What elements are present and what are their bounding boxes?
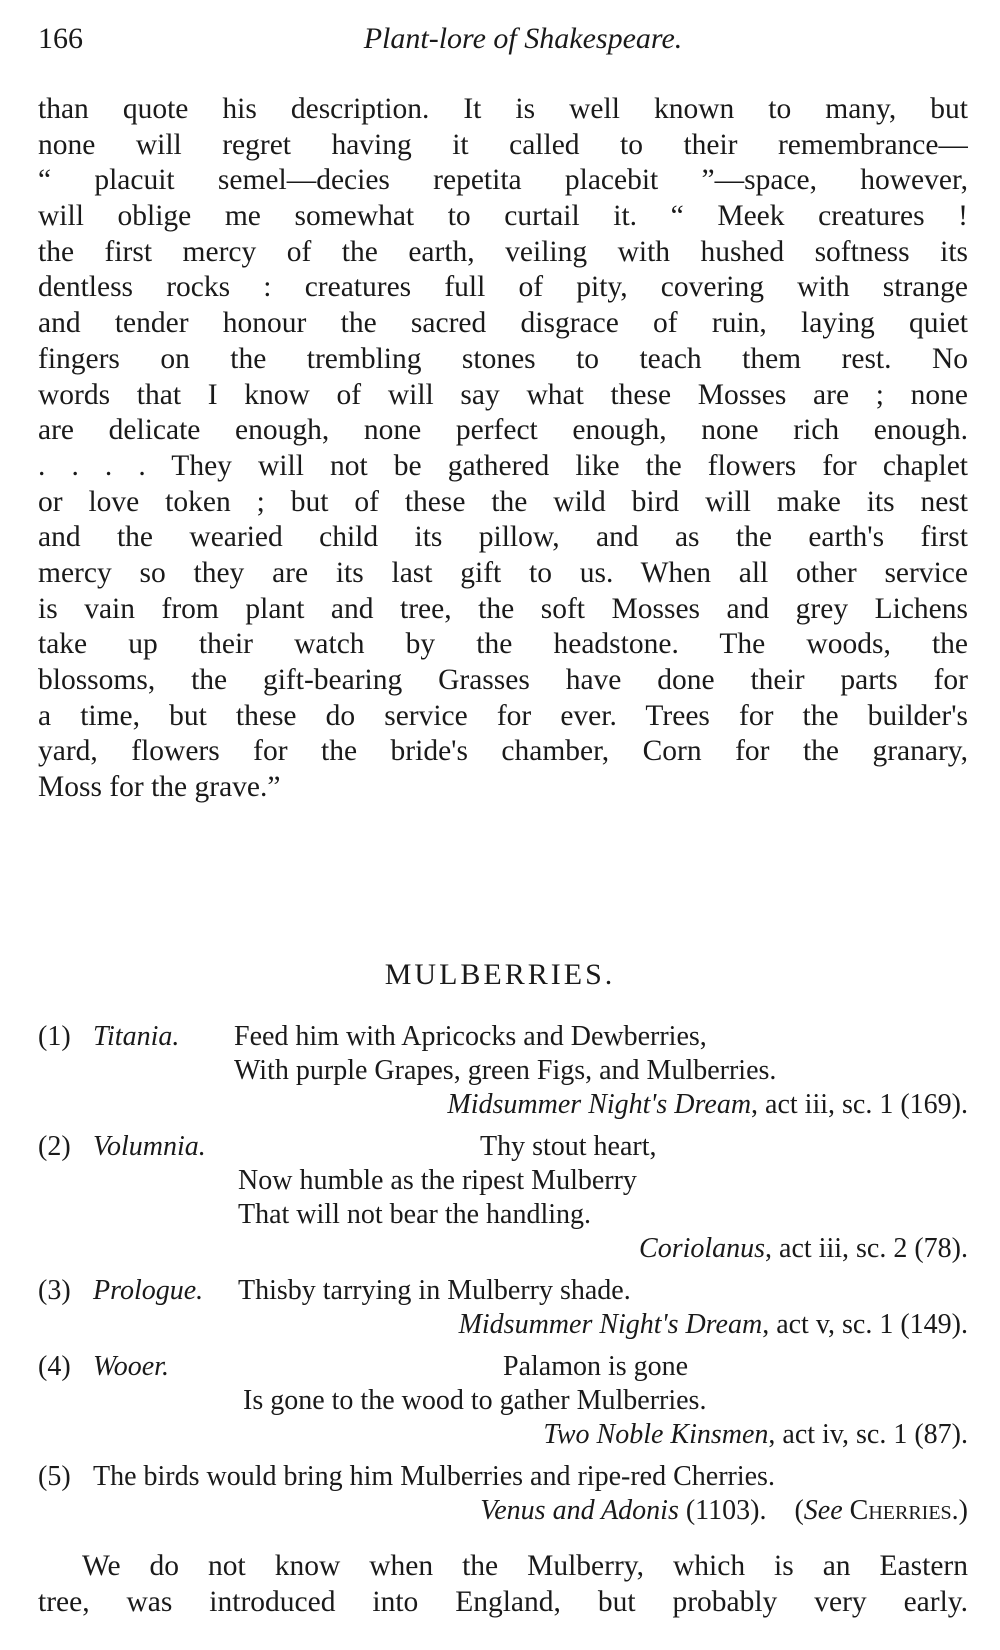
citation-source: Venus and Adonis (1103). (See Cherries.) <box>480 1495 968 1526</box>
work-title: Midsummer Night's Dream <box>458 1309 763 1340</box>
work-reference: , act iii, sc. 2 (78). <box>765 1233 968 1264</box>
citation-2 <box>38 1130 968 1164</box>
citation-verse-line: Feed him with Apricocks and Dewberries, <box>234 1021 707 1052</box>
ruskin-quote-paragraph <box>38 92 968 806</box>
citation-number: (1) <box>38 1021 71 1052</box>
citation-speaker: Wooer. <box>93 1351 169 1382</box>
text-line: or love token ; but of these the wild bird will make its nest <box>38 485 968 518</box>
citation-number: (4) <box>38 1351 71 1382</box>
text-line: take up their watch by the headstone. The woods, the <box>38 628 968 661</box>
citation-source <box>459 1308 968 1342</box>
citation-verse-line: That will not bear the handling. <box>238 1199 592 1230</box>
text-line: blossoms, the gift-bearing Grasses have done their parts for <box>38 664 968 696</box>
citation-verse-line: Palamon is gone <box>503 1351 689 1382</box>
work-reference: (1103). <box>678 1495 767 1526</box>
citation-1 <box>38 1020 968 1054</box>
citation-4 <box>38 1350 968 1384</box>
text-line: are delicate enough, none perfect enough, none rich enough. <box>38 414 968 447</box>
text-line: words that I know of will say what these Mosses are ; none <box>38 378 968 411</box>
running-title: Plant-lore of Shakespeare. <box>363 22 683 55</box>
citation-speaker: Titania. <box>93 1021 180 1052</box>
text-line: mercy so they are its last gift to us. When all other service <box>38 556 968 589</box>
text-line: . . . . They will not be gathered like the flowers for chaplet <box>38 449 968 482</box>
text-line: and tender honour the sacred disgrace of ruin, laying quiet <box>38 307 968 340</box>
text-line: and the wearied child its pillow, and as the earth's first <box>38 521 968 554</box>
citation-speaker: Volumnia. <box>93 1131 206 1162</box>
text-line: fingers on the trembling stones to teach them rest. No <box>38 342 968 375</box>
text-line: a time, but these do service for ever. Trees for the builder's <box>38 699 968 732</box>
citation-source <box>639 1232 968 1266</box>
citation-source <box>447 1088 968 1122</box>
citation-3 <box>38 1274 968 1308</box>
citation-number: (2) <box>38 1131 71 1162</box>
citation-verse-line: Now humble as the ripest Mulberry <box>238 1165 637 1196</box>
work-title: Two Noble Kinsmen <box>543 1419 769 1450</box>
text-line: will oblige me somewhat to curtail it. “ Meek creatures ! <box>38 200 968 233</box>
citation-verse-line: Thisby tarrying in Mulberry shade. <box>238 1275 631 1306</box>
text-line: than quote his description. It is well known to many, but <box>38 93 968 125</box>
work-title: Coriolanus <box>639 1233 766 1264</box>
citations-list <box>38 1020 968 1528</box>
text-line: “ placuit semel—decies repetita placebit ”—space, however, <box>38 164 968 197</box>
section-heading: MULBERRIES. <box>384 958 616 991</box>
see-also-target: Cherries. <box>849 1495 959 1526</box>
text-line: none will regret having it called to their remembrance— <box>38 128 968 161</box>
work-title: Venus and Adonis <box>480 1495 679 1526</box>
running-head <box>38 22 968 62</box>
citation-number: (5) <box>38 1461 71 1492</box>
page-number: 166 <box>38 22 83 55</box>
citation-speaker: Prologue. <box>93 1275 204 1306</box>
text-line: is vain from plant and tree, the soft Mosses and grey Lichens <box>38 592 968 625</box>
work-title: Midsummer Night's Dream <box>447 1089 752 1120</box>
work-reference: , act iv, sc. 1 (87). <box>768 1419 968 1450</box>
work-reference: , act v, sc. 1 (149). <box>762 1309 968 1340</box>
citation-verse-line: Thy stout heart, <box>480 1131 657 1162</box>
citation-verse-line: With purple Grapes, green Figs, and Mulberries. <box>234 1055 777 1086</box>
work-reference: , act iii, sc. 1 (169). <box>751 1089 968 1120</box>
text-line: the first mercy of the earth, veiling with hushed softness its <box>38 235 968 268</box>
citation-source <box>543 1418 968 1452</box>
text-line: We do not know when the Mulberry, which is an Eastern <box>82 1550 968 1582</box>
text-line: dentless rocks : creatures full of pity, covering with strange <box>38 271 968 304</box>
text-line: Moss for the grave.” <box>38 771 281 804</box>
see-also-label: See <box>803 1495 843 1526</box>
citation-verse-line: The birds would bring him Mulberries and ripe-red Cherries. <box>93 1461 775 1492</box>
citation-5 <box>38 1460 968 1494</box>
citation-number: (3) <box>38 1275 71 1306</box>
text-line: tree, was introduced into England, but probably very early. <box>38 1586 968 1618</box>
text-line: yard, flowers for the bride's chamber, Corn for the granary, <box>38 735 968 768</box>
closing-paragraph <box>38 1548 968 1620</box>
citation-verse-line: Is gone to the wood to gather Mulberries. <box>243 1385 707 1416</box>
